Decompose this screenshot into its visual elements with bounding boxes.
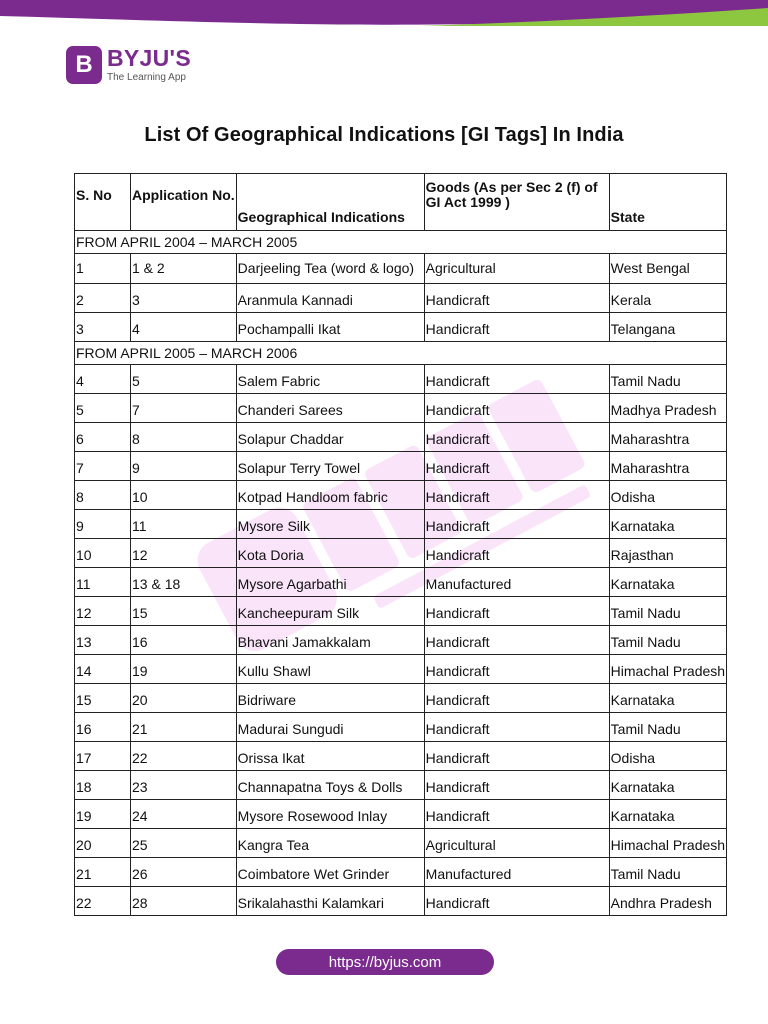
cell-application-no: 4 — [131, 313, 237, 342]
cell-application-no: 13 & 18 — [131, 568, 237, 597]
cell-sno: 16 — [75, 713, 131, 742]
brand-name: BYJU'S — [107, 44, 191, 71]
cell-state: Karnataka — [609, 771, 726, 800]
cell-gi: Solapur Chaddar — [236, 423, 424, 452]
cell-gi: Kangra Tea — [236, 829, 424, 858]
table-row — [75, 829, 727, 858]
cell-state: Maharashtra — [609, 452, 726, 481]
cell-gi: Mysore Rosewood Inlay — [236, 800, 424, 829]
cell-state: Himachal Pradesh — [609, 829, 726, 858]
cell-sno: 22 — [75, 887, 131, 916]
cell-state: Odisha — [609, 481, 726, 510]
period-label: FROM APRIL 2005 – MARCH 2006 — [75, 342, 727, 365]
cell-sno: 6 — [75, 423, 131, 452]
cell-gi: Chanderi Sarees — [236, 394, 424, 423]
header-sno: S. No — [75, 174, 131, 231]
cell-sno: 13 — [75, 626, 131, 655]
period-row-2005-2006 — [75, 342, 727, 365]
cell-application-no: 11 — [131, 510, 237, 539]
table-row — [75, 887, 727, 916]
cell-state: Tamil Nadu — [609, 713, 726, 742]
cell-gi: Bhavani Jamakkalam — [236, 626, 424, 655]
period-label: FROM APRIL 2004 – MARCH 2005 — [75, 231, 727, 254]
table-row — [75, 365, 727, 394]
table-row — [75, 568, 727, 597]
table-row — [75, 313, 727, 342]
cell-state: Andhra Pradesh — [609, 887, 726, 916]
cell-goods: Handicraft — [424, 655, 609, 684]
header-geographical-indications: Geographical Indications — [236, 174, 424, 231]
cell-gi: Kullu Shawl — [236, 655, 424, 684]
cell-goods: Handicraft — [424, 481, 609, 510]
cell-goods: Manufactured — [424, 858, 609, 887]
cell-application-no: 22 — [131, 742, 237, 771]
cell-application-no: 9 — [131, 452, 237, 481]
cell-state: Telangana — [609, 313, 726, 342]
cell-goods: Handicraft — [424, 423, 609, 452]
cell-gi: Coimbatore Wet Grinder — [236, 858, 424, 887]
cell-goods: Manufactured — [424, 568, 609, 597]
header-application-no: Application No. — [131, 174, 237, 231]
cell-application-no: 26 — [131, 858, 237, 887]
table-row — [75, 771, 727, 800]
footer-url-link[interactable]: https://byjus.com — [276, 949, 494, 975]
cell-sno: 11 — [75, 568, 131, 597]
table-row — [75, 742, 727, 771]
cell-application-no: 25 — [131, 829, 237, 858]
cell-gi: Madurai Sungudi — [236, 713, 424, 742]
cell-state: Tamil Nadu — [609, 597, 726, 626]
table-row — [75, 510, 727, 539]
table-row — [75, 481, 727, 510]
table-row — [75, 713, 727, 742]
cell-application-no: 15 — [131, 597, 237, 626]
table-row — [75, 626, 727, 655]
cell-sno: 19 — [75, 800, 131, 829]
page-title: List Of Geographical Indications [GI Tags] In India — [144, 124, 624, 146]
cell-application-no: 28 — [131, 887, 237, 916]
table-row — [75, 858, 727, 887]
cell-goods: Agricultural — [424, 254, 609, 284]
cell-goods: Handicraft — [424, 742, 609, 771]
cell-goods: Handicraft — [424, 284, 609, 313]
cell-goods: Handicraft — [424, 597, 609, 626]
cell-application-no: 8 — [131, 423, 237, 452]
byjus-logo — [66, 44, 191, 86]
cell-goods: Handicraft — [424, 510, 609, 539]
table-row — [75, 597, 727, 626]
cell-gi: Mysore Agarbathi — [236, 568, 424, 597]
cell-goods: Handicraft — [424, 313, 609, 342]
cell-goods: Handicraft — [424, 626, 609, 655]
cell-state: Madhya Pradesh — [609, 394, 726, 423]
cell-state: Karnataka — [609, 684, 726, 713]
table-row — [75, 284, 727, 313]
cell-goods: Agricultural — [424, 829, 609, 858]
cell-state: Karnataka — [609, 800, 726, 829]
table-row — [75, 800, 727, 829]
cell-state: Karnataka — [609, 510, 726, 539]
logo-mark-letter: B — [75, 51, 93, 78]
table-header-row — [75, 174, 727, 231]
cell-state: Rajasthan — [609, 539, 726, 568]
cell-sno: 7 — [75, 452, 131, 481]
cell-sno: 3 — [75, 313, 131, 342]
cell-application-no: 1 & 2 — [131, 254, 237, 284]
cell-application-no: 19 — [131, 655, 237, 684]
cell-goods: Handicraft — [424, 539, 609, 568]
table-row — [75, 254, 727, 284]
cell-sno: 1 — [75, 254, 131, 284]
cell-sno: 20 — [75, 829, 131, 858]
table-row — [75, 539, 727, 568]
logo-text — [107, 44, 191, 84]
cell-sno: 4 — [75, 365, 131, 394]
cell-goods: Handicraft — [424, 452, 609, 481]
top-decorative-band — [0, 0, 768, 26]
cell-goods: Handicraft — [424, 771, 609, 800]
cell-sno: 8 — [75, 481, 131, 510]
cell-goods: Handicraft — [424, 684, 609, 713]
cell-gi: Kotpad Handloom fabric — [236, 481, 424, 510]
cell-state: Kerala — [609, 284, 726, 313]
cell-gi: Pochampalli Ikat — [236, 313, 424, 342]
period-row-2004-2005 — [75, 231, 727, 254]
cell-gi: Orissa Ikat — [236, 742, 424, 771]
cell-gi: Mysore Silk — [236, 510, 424, 539]
cell-application-no: 7 — [131, 394, 237, 423]
cell-gi: Darjeeling Tea (word & logo) — [236, 254, 424, 284]
cell-sno: 12 — [75, 597, 131, 626]
cell-state: West Bengal — [609, 254, 726, 284]
cell-application-no: 21 — [131, 713, 237, 742]
cell-state: Karnataka — [609, 568, 726, 597]
cell-state: Tamil Nadu — [609, 626, 726, 655]
byjus-logo-mark — [66, 46, 102, 84]
cell-goods: Handicraft — [424, 713, 609, 742]
cell-application-no: 24 — [131, 800, 237, 829]
cell-gi: Srikalahasthi Kalamkari — [236, 887, 424, 916]
cell-state: Odisha — [609, 742, 726, 771]
cell-goods: Handicraft — [424, 800, 609, 829]
gi-tags-table — [74, 173, 727, 916]
cell-sno: 14 — [75, 655, 131, 684]
cell-sno: 17 — [75, 742, 131, 771]
cell-sno: 15 — [75, 684, 131, 713]
cell-gi: Kota Doria — [236, 539, 424, 568]
table-row — [75, 684, 727, 713]
cell-application-no: 12 — [131, 539, 237, 568]
cell-sno: 5 — [75, 394, 131, 423]
cell-gi: Aranmula Kannadi — [236, 284, 424, 313]
cell-goods: Handicraft — [424, 365, 609, 394]
cell-gi: Solapur Terry Towel — [236, 452, 424, 481]
cell-application-no: 3 — [131, 284, 237, 313]
table-row — [75, 394, 727, 423]
header-goods: Goods (As per Sec 2 (f) of GI Act 1999 ) — [424, 174, 609, 231]
cell-gi: Salem Fabric — [236, 365, 424, 394]
cell-application-no: 23 — [131, 771, 237, 800]
cell-application-no: 10 — [131, 481, 237, 510]
cell-sno: 21 — [75, 858, 131, 887]
cell-sno: 10 — [75, 539, 131, 568]
cell-application-no: 20 — [131, 684, 237, 713]
header-state: State — [609, 174, 726, 231]
cell-gi: Channapatna Toys & Dolls — [236, 771, 424, 800]
cell-sno: 18 — [75, 771, 131, 800]
cell-goods: Handicraft — [424, 887, 609, 916]
cell-state: Himachal Pradesh — [609, 655, 726, 684]
cell-sno: 2 — [75, 284, 131, 313]
cell-application-no: 5 — [131, 365, 237, 394]
cell-goods: Handicraft — [424, 394, 609, 423]
cell-sno: 9 — [75, 510, 131, 539]
cell-state: Maharashtra — [609, 423, 726, 452]
table-row — [75, 452, 727, 481]
cell-gi: Kancheepuram Silk — [236, 597, 424, 626]
cell-state: Tamil Nadu — [609, 365, 726, 394]
cell-state: Tamil Nadu — [609, 858, 726, 887]
cell-application-no: 16 — [131, 626, 237, 655]
brand-tagline: The Learning App — [107, 71, 186, 83]
cell-gi: Bidriware — [236, 684, 424, 713]
table-row — [75, 423, 727, 452]
table-row — [75, 655, 727, 684]
